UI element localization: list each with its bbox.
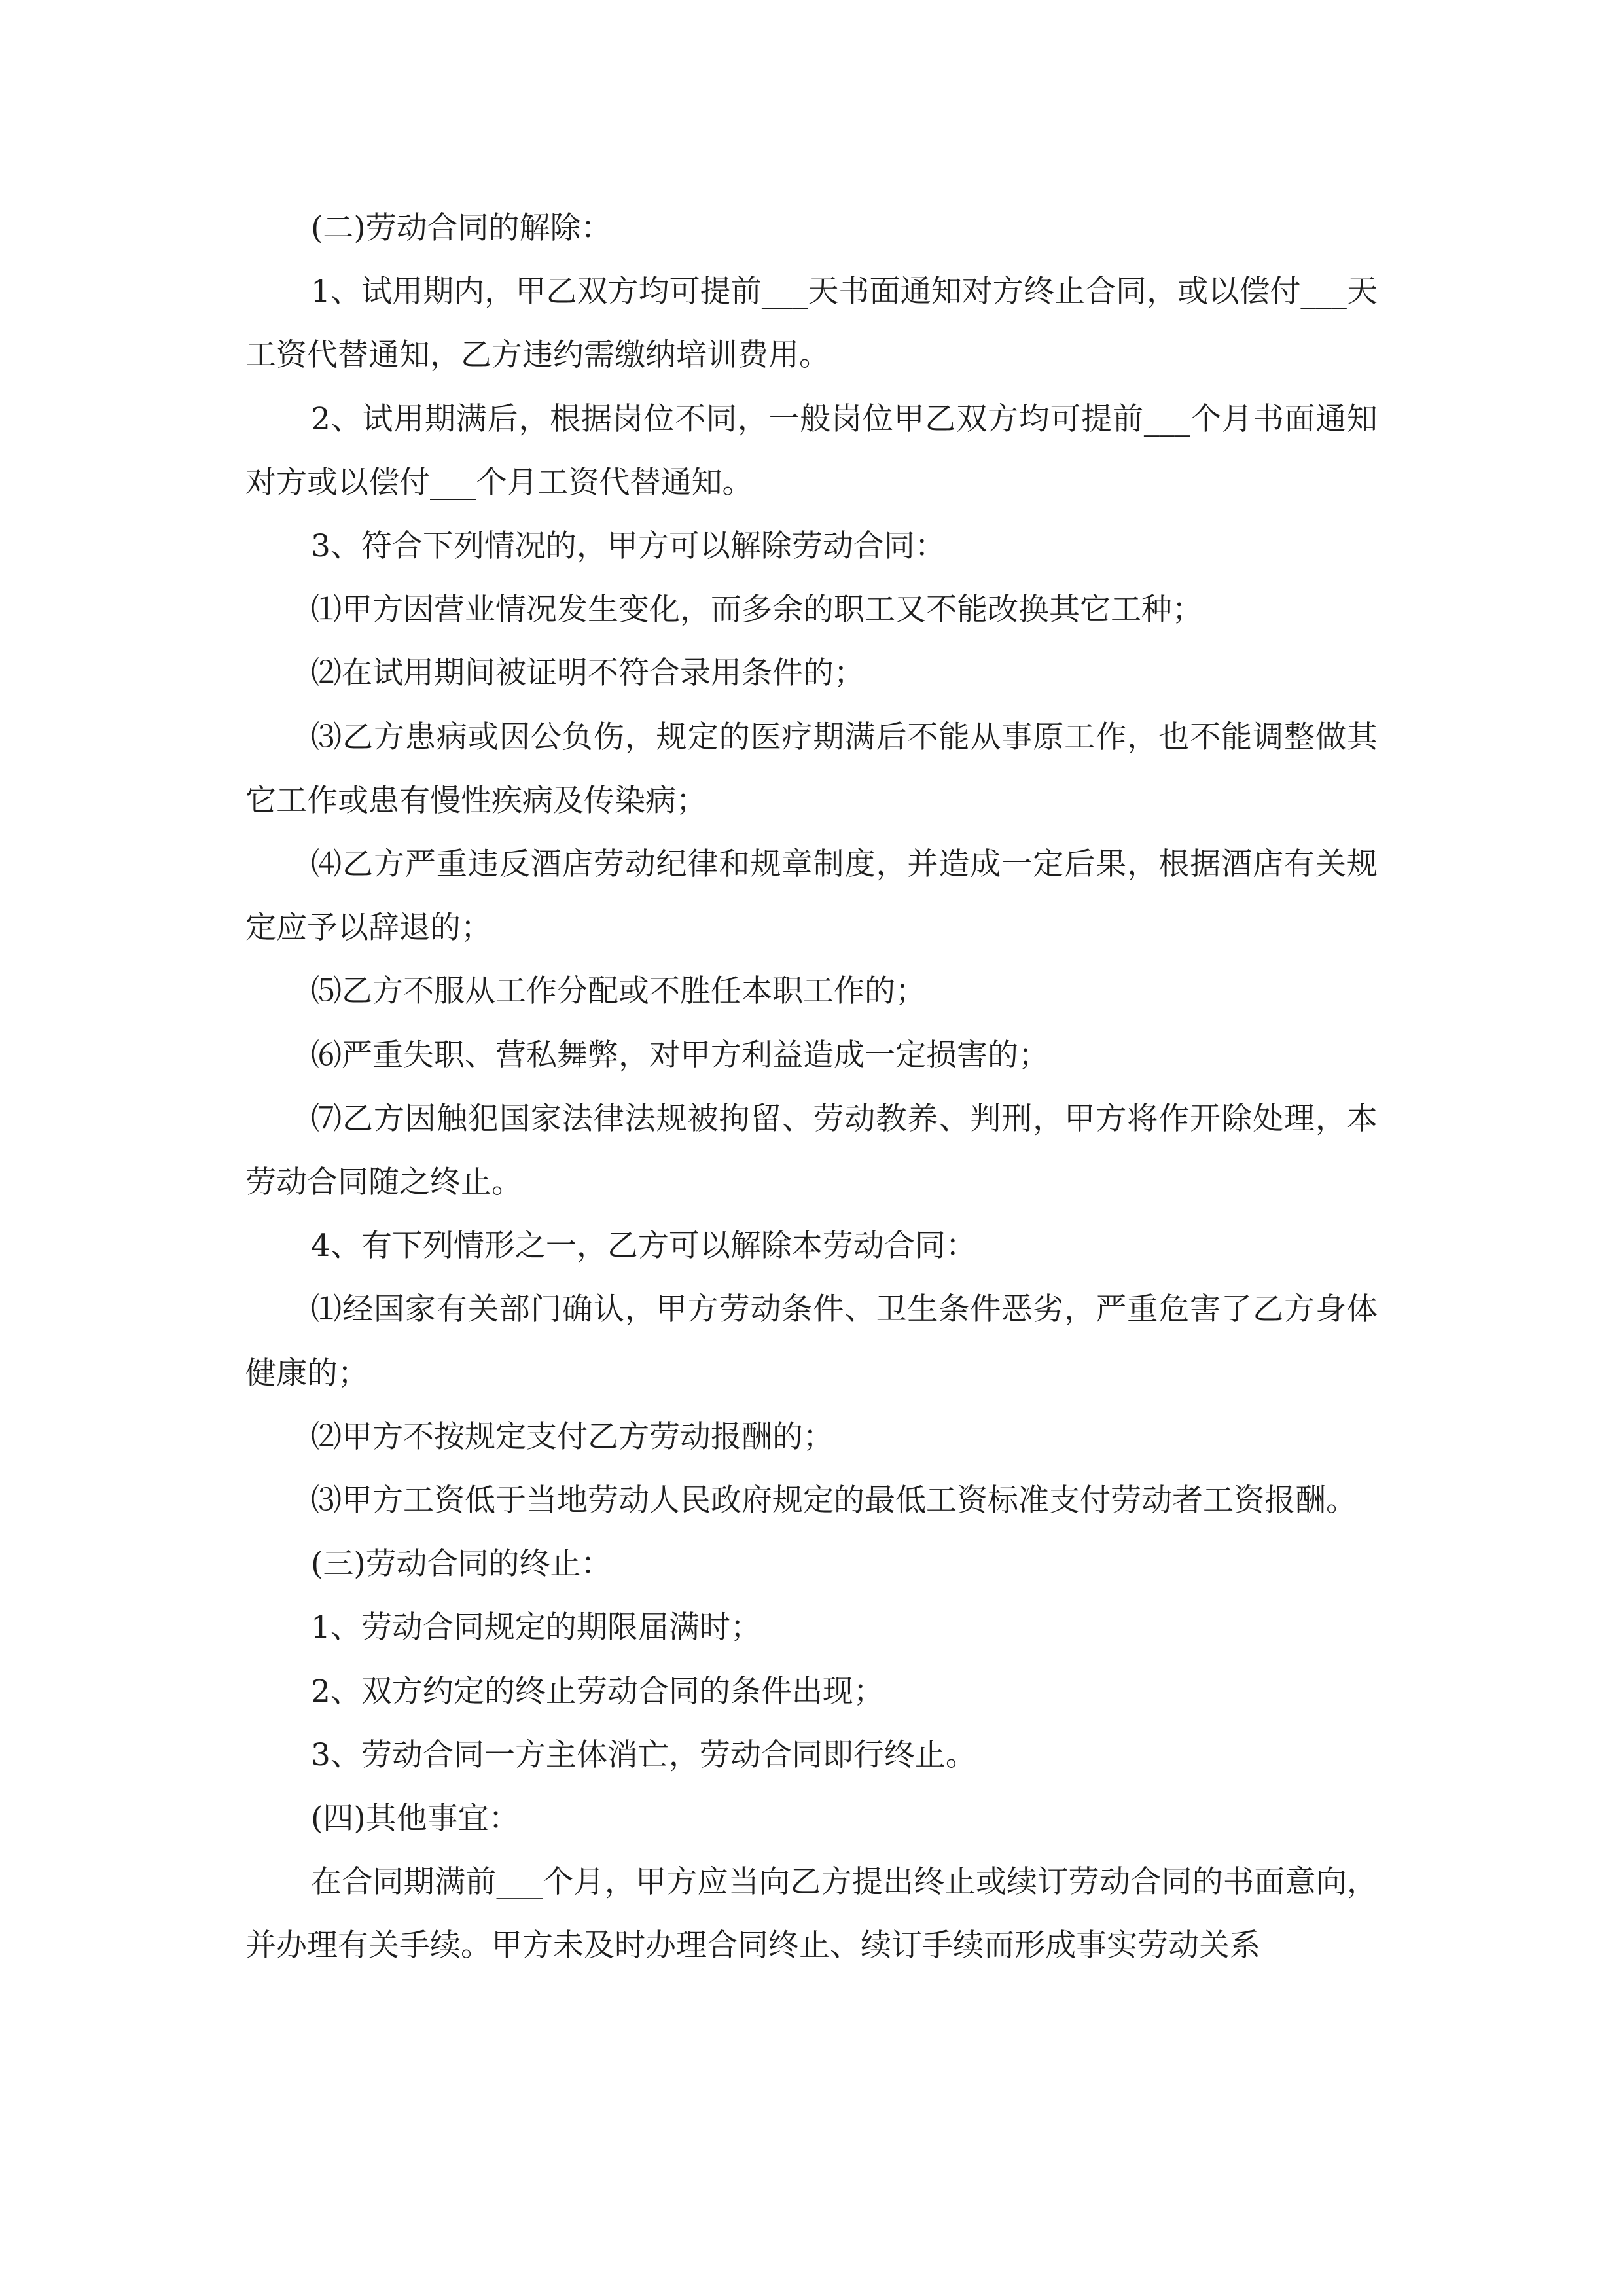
list-item-employer-5: ⑸乙方不服从工作分配或不胜任本职工作的； bbox=[311, 973, 926, 1010]
list-item-employer-6: ⑹严重失职、营私舞弊，对甲方利益造成一定损害的； bbox=[311, 1037, 1049, 1073]
list-item-end-2: 2、双方约定的终止劳动合同的条件出现； bbox=[311, 1673, 884, 1710]
list-item-end-1: 1、劳动合同规定的期限届满时； bbox=[311, 1609, 761, 1646]
list-item-employee-2: ⑵甲方不按规定支付乙方劳动报酬的； bbox=[311, 1418, 834, 1455]
section-heading-termination-clause: (二)劳动合同的解除： bbox=[311, 210, 612, 246]
document-body bbox=[245, 196, 1378, 1978]
paragraph-post-probation-termination: 2、试用期满后，根据岗位不同，一般岗位甲乙双方均可提前___个月书面通知对方或以偿付___个月工资代替通知。 bbox=[245, 401, 1378, 501]
paragraph-probation-termination: 1、试用期内，甲乙双方均可提前___天书面通知对方终止合同，或以偿付___天工资代替通知，乙方违约需缴纳培训费用。 bbox=[245, 274, 1378, 374]
list-item-employer-7: ⑺乙方因触犯国家法律法规被拘留、劳动教养、判刑，甲方将作开除处理，本劳动合同随之终止。 bbox=[245, 1100, 1378, 1201]
list-item-employer-2: ⑵在试用期间被证明不符合录用条件的； bbox=[311, 655, 865, 692]
paragraph-employee-termination-conditions: 4、有下列情形之一，乙方可以解除本劳动合同： bbox=[311, 1228, 976, 1265]
list-item-employee-1: ⑴经国家有关部门确认，甲方劳动条件、卫生条件恶劣，严重危害了乙方身体健康的； bbox=[245, 1291, 1378, 1391]
paragraph-renewal-notice: 在合同期满前___个月，甲方应当向乙方提出终止或续订劳动合同的书面意向，并办理有关手续。甲方未及时办理合同终止、续订手续而形成事实劳动关系 bbox=[245, 1864, 1378, 1964]
section-heading-contract-end: (三)劳动合同的终止： bbox=[311, 1546, 612, 1583]
section-heading-other-matters: (四)其他事宜： bbox=[311, 1801, 520, 1837]
paragraph-employer-termination-conditions: 3、符合下列情况的，甲方可以解除劳动合同： bbox=[311, 528, 946, 565]
list-item-employee-3: ⑶甲方工资低于当地劳动人民政府规定的最低工资标准支付劳动者工资报酬。 bbox=[311, 1482, 1357, 1519]
list-item-employer-1: ⑴甲方因营业情况发生变化，而多余的职工又不能改换其它工种； bbox=[311, 592, 1203, 628]
list-item-employer-4: ⑷乙方严重违反酒店劳动纪律和规章制度，并造成一定后果，根据酒店有关规定应予以辞退的； bbox=[245, 846, 1378, 946]
list-item-end-3: 3、劳动合同一方主体消亡，劳动合同即行终止。 bbox=[311, 1736, 976, 1773]
list-item-employer-3: ⑶乙方患病或因公负伤，规定的医疗期满后不能从事原工作，也不能调整做其它工作或患有慢性疾病及传染病； bbox=[245, 719, 1378, 819]
